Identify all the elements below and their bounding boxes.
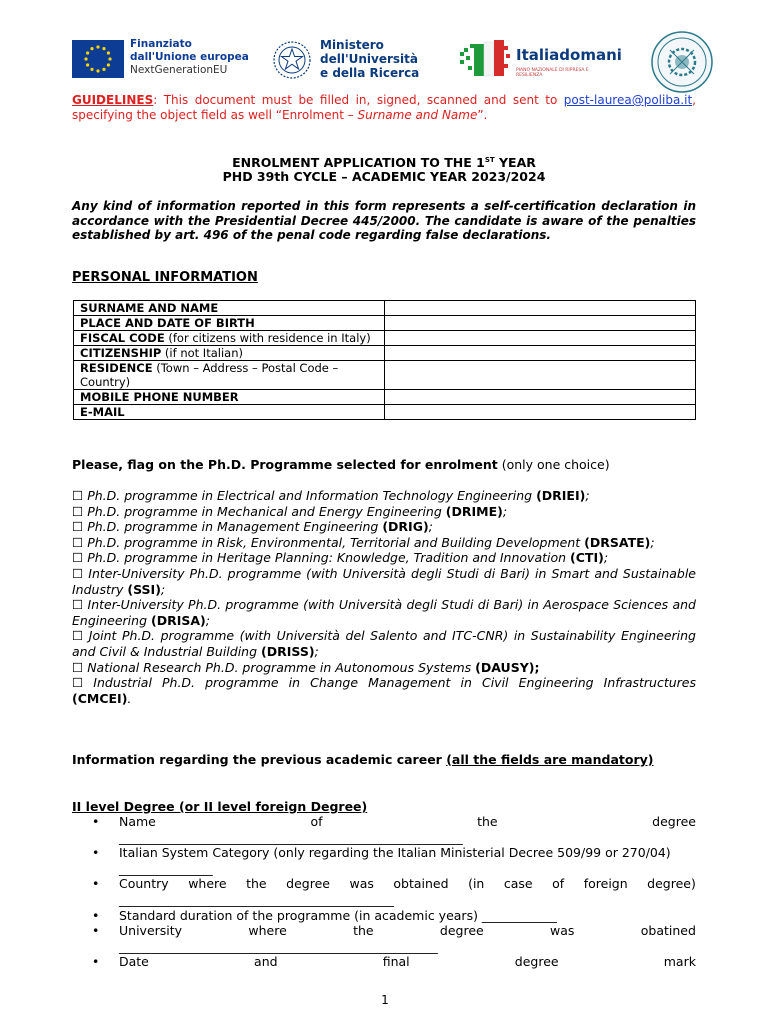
checkbox-icon[interactable]: ☐ <box>72 534 84 550</box>
field-label: PLACE AND DATE OF BIRTH <box>74 316 385 331</box>
title-text: ENROLMENT APPLICATION TO THE 1 <box>232 155 485 171</box>
career-mandatory-note: (all the fields are mandatory) <box>446 752 654 767</box>
document-title-line-2: PHD 39th CYCLE – ACADEMIC YEAR 2023/2024 <box>222 169 546 184</box>
date-mark-label: Date and final degree mark <box>119 954 696 970</box>
programme-option-drsate: ☐ Ph.D. programme in Risk, Environmental, Territorial and Building Development (DRSATE); <box>72 534 655 550</box>
guidelines-text-3: ”. <box>477 108 488 122</box>
degree-fields-list <box>92 814 696 970</box>
citizenship-field[interactable] <box>385 346 696 361</box>
programme-option-dausy: ☐ National Research Ph.D. programme in Autonomous Systems (DAUSY); <box>72 659 540 675</box>
country-label: Country where the degree was obtained (in case of foreign degree) <box>119 876 696 892</box>
university-blank[interactable]: ___________________________________________________ <box>119 938 438 954</box>
table-row <box>74 405 696 420</box>
email-field[interactable] <box>385 405 696 420</box>
bullet-icon: • <box>92 923 100 939</box>
checkbox-icon[interactable]: ☐ <box>72 628 84 644</box>
list-item <box>92 923 696 954</box>
bullet-icon: • <box>92 814 100 829</box>
email-link[interactable]: post-laurea@poliba.it <box>563 93 693 107</box>
ministry-line-2: dell'Università <box>320 52 418 66</box>
table-row <box>74 361 696 390</box>
birth-place-date-field[interactable] <box>385 316 696 331</box>
eu-flag-logo <box>72 40 124 78</box>
checkbox-icon[interactable]: ☐ <box>72 550 84 566</box>
bullet-icon: • <box>92 876 100 892</box>
eu-line-1: Finanziato <box>130 38 192 50</box>
header-logos <box>72 34 714 90</box>
country-blank[interactable]: ____________________________________________ <box>119 891 394 907</box>
guidelines-text-2: , specifying the object field as well “Enrolment – <box>72 93 696 122</box>
ministry-text <box>320 38 419 80</box>
checkbox-icon[interactable]: ☐ <box>72 659 84 675</box>
programme-option-driss: ☐ Joint Ph.D. programme (with Università del Salento and ITC-CNR) in Sustainability Engineering and Civil & Industrial Building (DRISS); <box>72 628 696 659</box>
checkbox-icon[interactable]: ☐ <box>72 503 84 519</box>
bullet-icon: • <box>92 845 100 861</box>
personal-information-heading: PERSONAL INFORMATION <box>72 270 258 285</box>
guidelines-text-1: : This document must be filled in, signed, scanned and sent to <box>153 93 564 107</box>
programme-option-drime: ☐ Ph.D. programme in Mechanical and Energy Engineering (DRIME); <box>72 503 508 519</box>
checkbox-icon[interactable]: ☐ <box>72 675 84 691</box>
list-item <box>92 908 696 924</box>
italiadomani-subtitle: PIANO NAZIONALE DI RIPRESA E RESILIENZA <box>516 68 589 78</box>
table-row <box>74 390 696 405</box>
programme-option-drisa: ☐ Inter-University Ph.D. programme (with Università degli Studi di Bari) in Aerospace Sciences and Engineering (DRISA); <box>72 597 696 628</box>
italiadomani-logo-text: Italiadomani <box>516 46 622 64</box>
checkbox-icon[interactable]: ☐ <box>72 488 84 503</box>
poliba-seal-logo <box>650 30 714 94</box>
residence-field[interactable] <box>385 361 696 390</box>
italian-republic-emblem-icon <box>272 40 312 80</box>
fiscal-code-field[interactable] <box>385 331 696 346</box>
bullet-icon: • <box>92 954 100 970</box>
academic-career-heading <box>72 752 696 768</box>
surname-name-field[interactable] <box>385 301 696 316</box>
eu-funding-text <box>130 38 249 77</box>
italiadomani-logo-mark <box>458 38 512 80</box>
page-number: 1 <box>381 993 389 1007</box>
field-label: E-MAIL <box>74 405 385 420</box>
self-certification-declaration: Any kind of information reported in this form represents a self-certification declaration in accordance with the Presidential Decree 445/2000. The candidate is aware of the penalties established by art. 496 of the penal code regarding false declarations. <box>72 199 696 243</box>
table-row <box>74 346 696 361</box>
table-row <box>74 301 696 316</box>
programme-option-cmcei: ☐ Industrial Ph.D. programme in Change Management in Civil Engineering Infrastructures (CMCEI). <box>72 675 696 706</box>
bullet-icon: • <box>92 907 100 923</box>
programme-option-ssi: ☐ Inter-University Ph.D. programme (with Università degli Studi di Bari) in Smart and Sustainable Industry (SSI); <box>72 565 696 597</box>
field-label: SURNAME AND NAME <box>74 301 385 316</box>
table-row <box>74 316 696 331</box>
programme-question-bold: Please, flag on the Ph.D. Programme selected for enrolment <box>72 457 498 472</box>
list-item <box>92 876 696 907</box>
programme-option-cti: ☐ Ph.D. programme in Heritage Planning: Knowledge, Tradition and Innovation (CTI); <box>72 550 609 566</box>
document-title-line-1 <box>72 153 696 170</box>
table-row <box>74 331 696 346</box>
degree-name-blank[interactable]: _______________________________________________________ <box>119 829 463 845</box>
programme-option-drig: ☐ Ph.D. programme in Management Engineering (DRIG); <box>72 519 433 535</box>
field-label: MOBILE PHONE NUMBER <box>74 390 385 405</box>
italian-category-field[interactable]: Italian System Category (only regarding the Italian Ministerial Decree 509/99 or 270/04) _______________ <box>119 845 671 876</box>
standard-duration-field[interactable]: Standard duration of the programme (in academic years) ____________ <box>119 907 557 923</box>
programme-list <box>72 488 696 706</box>
eu-line-3: NextGenerationEU <box>130 64 228 76</box>
checkbox-icon[interactable]: ☐ <box>72 565 84 581</box>
checkbox-icon[interactable]: ☐ <box>72 597 84 613</box>
programme-question <box>72 457 696 472</box>
ministry-line-3: e della Ricerca <box>320 66 420 80</box>
guidelines-italic: Surname and Name <box>357 108 478 122</box>
career-heading-text: Information regarding the previous academic career <box>72 752 447 767</box>
eu-line-2: dall'Unione europea <box>130 51 249 63</box>
field-label: FISCAL CODE (for citizens with residence in Italy) <box>74 331 385 346</box>
degree-name-label: Name of the degree <box>119 814 696 829</box>
programme-option-driei: ☐ Ph.D. programme in Electrical and Information Technology Engineering (DRIEI); <box>72 488 590 503</box>
field-label: RESIDENCE (Town – Address – Postal Code – Country) <box>74 361 385 390</box>
checkbox-icon[interactable]: ☐ <box>72 519 84 535</box>
programme-question-note: (only one choice) <box>497 457 610 472</box>
guidelines-paragraph <box>72 93 696 123</box>
list-item <box>92 845 696 876</box>
personal-information-table <box>73 300 696 420</box>
ministry-line-1: Ministero <box>320 38 384 52</box>
university-label: University where the degree was obatined <box>119 923 696 939</box>
field-label: CITIZENSHIP (if not Italian) <box>74 346 385 361</box>
title-superscript: ST <box>484 156 495 164</box>
mobile-phone-field[interactable] <box>385 390 696 405</box>
title-text-end: YEAR <box>494 155 536 171</box>
list-item <box>92 814 696 845</box>
guidelines-label: GUIDELINES <box>72 93 154 107</box>
list-item <box>92 954 696 970</box>
degree-heading: II level Degree (or II level foreign Degree) <box>72 799 368 814</box>
